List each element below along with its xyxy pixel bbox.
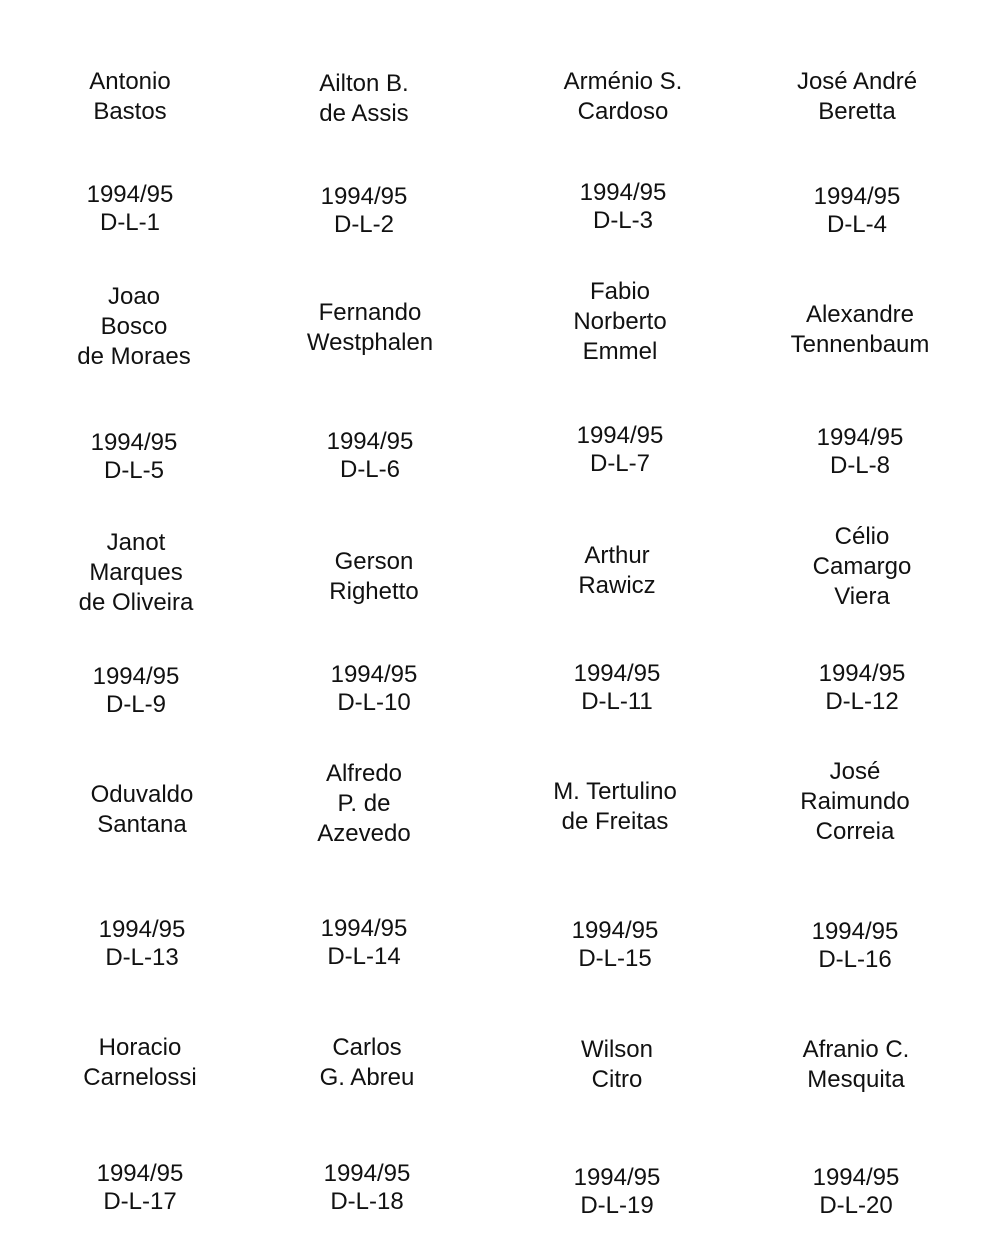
season-label: 1994/95 [320,183,408,210]
member-name [735,757,975,847]
member-name-line: Célio [834,523,890,550]
member-name-line: de Assis [319,100,409,127]
member-name-line: Westphalen [306,329,434,356]
member-name-line: de Freitas [561,808,669,835]
member-code: D-L-2 [333,211,394,238]
season-label: 1994/95 [86,181,174,208]
member-code-block [500,422,740,478]
season-label: 1994/95 [98,916,186,943]
member-code: D-L-14 [327,943,401,970]
member-name-line: Wilson [580,1036,653,1063]
member-code-block [254,661,494,717]
season-label: 1994/95 [811,918,899,945]
member-name [244,759,484,849]
member-code-block [737,183,977,239]
member-name-line: Arménio S. [563,68,683,95]
member-name [244,69,484,129]
member-name-line: Righetto [329,578,419,605]
member-code: D-L-16 [818,946,892,973]
season-label: 1994/95 [816,424,904,451]
season-label: 1994/95 [571,917,659,944]
member-name [737,67,977,127]
member-name-line: Joao [107,283,161,310]
member-name-line: Fernando [318,299,422,326]
member-name [503,67,743,127]
member-code-block [14,429,254,485]
member-code-block [244,183,484,239]
member-code: D-L-19 [580,1192,654,1219]
member-name-line: Bastos [93,98,167,125]
member-code: D-L-17 [103,1188,177,1215]
season-label: 1994/95 [90,429,178,456]
season-label: 1994/95 [326,428,414,455]
member-name [22,780,262,840]
member-name [10,67,250,127]
member-code: D-L-11 [581,688,653,715]
member-name-line: Oduvaldo [90,781,194,808]
member-code-block [497,660,737,716]
member-name-line: Mesquita [807,1066,905,1093]
season-label: 1994/95 [96,1160,184,1187]
member-name-line: Alexandre [805,301,915,328]
member-name-line: Camargo [812,553,912,580]
member-code: D-L-7 [589,450,650,477]
member-code-block [20,1160,260,1216]
season-label: 1994/95 [818,660,906,687]
member-name [500,277,740,367]
member-name-line: Viera [834,583,890,610]
member-name-line: Beretta [818,98,896,125]
member-name-line: Raimundo [800,788,910,815]
season-label: 1994/95 [813,183,901,210]
member-name [14,282,254,372]
member-name-line: Fabio [589,278,651,305]
member-code-block [736,1164,976,1220]
member-code: D-L-9 [105,691,166,718]
member-code: D-L-13 [105,944,179,971]
member-name-line: Azevedo [317,820,411,847]
member-name-line: G. Abreu [319,1064,415,1091]
member-code: D-L-10 [337,689,411,716]
member-code-block [740,424,980,480]
member-name [16,528,256,618]
member-code-block [495,917,735,973]
member-code: D-L-1 [99,209,160,236]
member-name-line: Santana [97,811,187,838]
member-code: D-L-4 [826,211,887,238]
member-name [740,300,980,360]
member-name-line: Tennenbaum [790,331,930,358]
member-name-line: de Oliveira [78,589,194,616]
member-code-block [22,916,262,972]
member-name-line: Alfredo [325,760,403,787]
member-code-block [503,179,743,235]
member-name-line: Afranio C. [802,1036,910,1063]
member-name [742,522,982,612]
member-code-block [16,663,256,719]
member-name-line: Ailton B. [319,70,409,97]
member-name-line: Cardoso [577,98,669,125]
member-name-line: Carnelossi [83,1064,197,1091]
member-code: D-L-20 [819,1192,893,1219]
member-name [250,298,490,358]
season-label: 1994/95 [573,1164,661,1191]
season-label: 1994/95 [812,1164,900,1191]
member-code-block [247,1160,487,1216]
member-code: D-L-6 [339,456,400,483]
member-code-block [497,1164,737,1220]
member-code: D-L-12 [825,688,899,715]
member-code-block [10,181,250,237]
member-name-line: Emmel [582,338,658,365]
member-name-line: Citro [591,1066,643,1093]
member-name [495,777,735,837]
member-name-line: José André [796,68,918,95]
member-name [254,547,494,607]
member-name [497,541,737,601]
member-name-line: Marques [89,559,183,586]
member-name-line: Correia [815,818,895,845]
member-code: D-L-5 [103,457,164,484]
member-name-line: Janot [106,529,166,556]
member-code-block [735,918,975,974]
member-code: D-L-18 [330,1188,404,1215]
member-name-line: Antonio [89,68,171,95]
member-code-block [250,428,490,484]
member-name-line: P. de [337,790,391,817]
member-name-line: Gerson [334,548,414,575]
season-label: 1994/95 [579,179,667,206]
member-name [497,1035,737,1095]
member-name-line: Arthur [584,542,650,569]
member-name-line: Bosco [100,313,168,340]
member-name [736,1035,976,1095]
member-name [247,1033,487,1093]
member-name-line: Norberto [573,308,667,335]
member-code: D-L-3 [592,207,653,234]
member-name-line: M. Tertulino [553,778,677,805]
season-label: 1994/95 [323,1160,411,1187]
member-name-line: Horacio [98,1034,182,1061]
member-code-block [244,915,484,971]
member-name-line: José [829,758,881,785]
member-code-block [742,660,982,716]
season-label: 1994/95 [330,661,418,688]
member-name-line: Rawicz [578,572,656,599]
season-label: 1994/95 [92,663,180,690]
season-label: 1994/95 [576,422,664,449]
member-code: D-L-8 [829,452,890,479]
member-name-line: de Moraes [77,343,191,370]
season-label: 1994/95 [320,915,408,942]
member-name-line: Carlos [332,1034,402,1061]
season-label: 1994/95 [573,660,661,687]
member-name [20,1033,260,1093]
member-code: D-L-15 [578,945,652,972]
